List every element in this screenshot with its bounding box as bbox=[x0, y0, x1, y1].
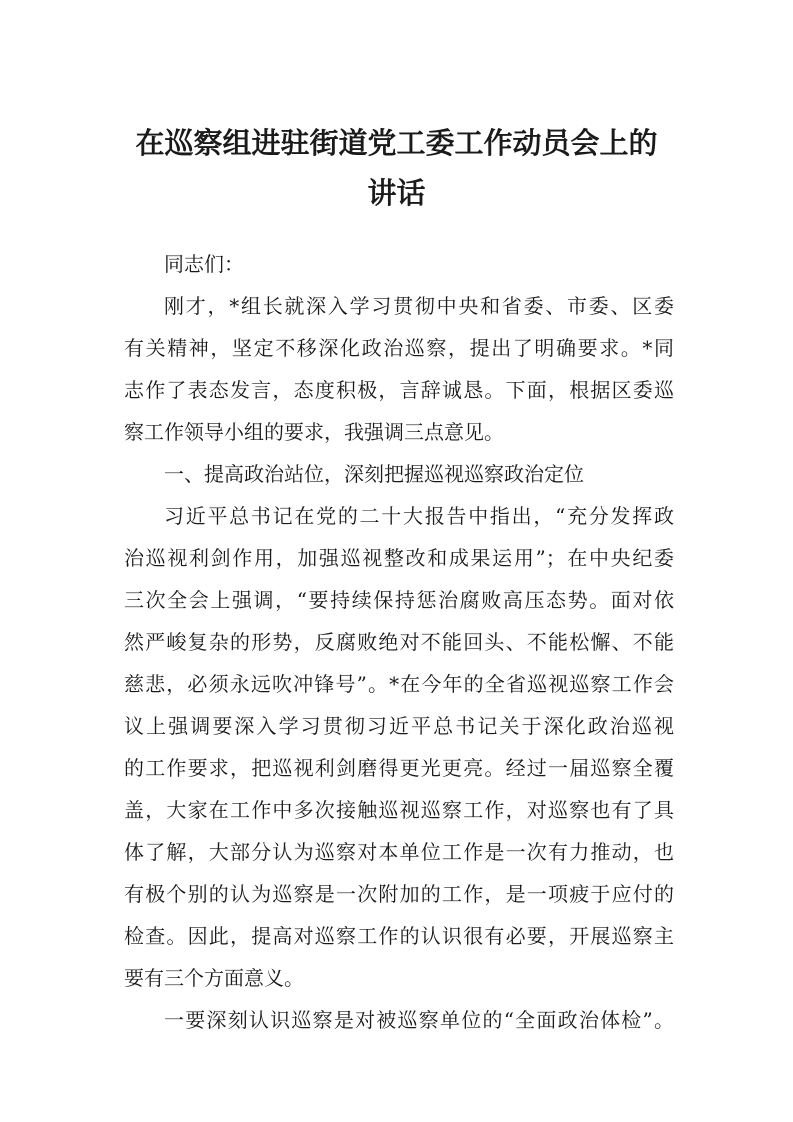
paragraph-2-line-4: 然严峻复杂的形势，反腐败绝对不能回头、不能松懈、不能 bbox=[124, 630, 674, 654]
paragraph-2-line-2: 治巡视利剑作用，加强巡视整改和成果运用”；在中央纪委 bbox=[124, 546, 674, 570]
paragraph-2-line-12: 要有三个方面意义。 bbox=[124, 966, 304, 990]
paragraph-1-line-4: 察工作领导小组的要求，我强调三点意见。 bbox=[124, 420, 504, 444]
paragraph-2-line-10: 有极个别的认为巡察是一次附加的工作，是一项疲于应付的 bbox=[124, 882, 674, 906]
paragraph-2-line-5: 慈悲，必须永远吹冲锋号”。*在今年的全省巡视巡察工作会 bbox=[124, 672, 674, 696]
salutation: 同志们： bbox=[164, 252, 244, 276]
paragraph-1-line-1: 刚才，*组长就深入学习贯彻中央和省委、市委、区委 bbox=[164, 294, 674, 318]
paragraph-2-line-11: 检查。因此，提高对巡察工作的认识很有必要，开展巡察主 bbox=[124, 924, 674, 948]
paragraph-2-line-1: 习近平总书记在党的二十大报告中指出，“充分发挥政 bbox=[164, 504, 674, 528]
paragraph-2-line-9: 体了解，大部分认为巡察对本单位工作是一次有力推动，也 bbox=[124, 840, 674, 864]
paragraph-2-line-6: 议上强调要深入学习贯彻习近平总书记关于深化政治巡视 bbox=[124, 714, 674, 738]
paragraph-1-line-2: 有关精神，坚定不移深化政治巡察，提出了明确要求。*同 bbox=[124, 336, 674, 360]
paragraph-1-line-3: 志作了表态发言，态度积极，言辞诚恳。下面，根据区委巡 bbox=[124, 378, 674, 402]
document-title-line-1: 在巡察组进驻街道党工委工作动员会上的 bbox=[135, 126, 658, 160]
section-heading-1: 一、提高政治站位，深刻把握巡视巡察政治定位 bbox=[164, 462, 584, 486]
paragraph-2-line-8: 盖，大家在工作中多次接触巡视巡察工作，对巡察也有了具 bbox=[124, 798, 674, 822]
paragraph-3-line-1: 一要深刻认识巡察是对被巡察单位的“全面政治体检”。 bbox=[164, 1008, 674, 1032]
paragraph-2-line-7: 的工作要求，把巡视利剑磨得更光更亮。经过一届巡察全覆 bbox=[124, 756, 674, 780]
paragraph-2-line-3: 三次全会上强调，“要持续保持惩治腐败高压态势。面对依 bbox=[124, 588, 674, 612]
document-title-line-2: 讲话 bbox=[367, 176, 426, 210]
